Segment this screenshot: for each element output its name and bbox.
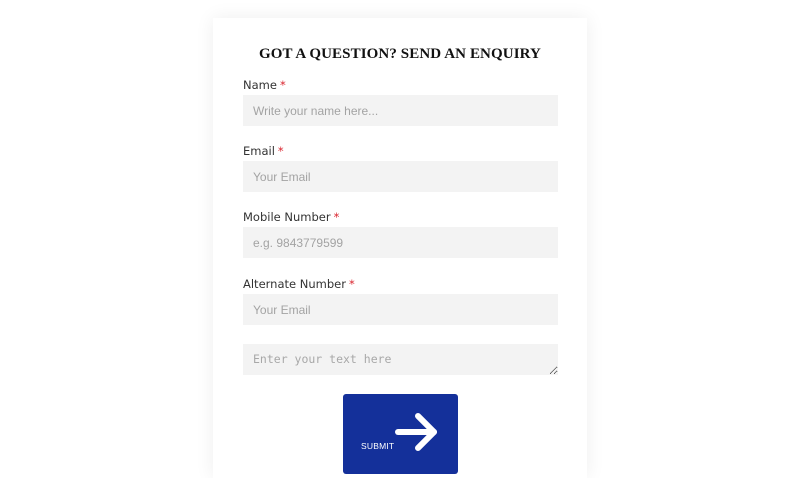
required-marker: *: [348, 277, 355, 291]
form-title: GOT A QUESTION? SEND AN ENQUIRY: [259, 46, 541, 62]
name-input[interactable]: [243, 95, 558, 126]
name-label: [243, 78, 286, 92]
required-marker: *: [279, 78, 286, 92]
alternate-number-label-text: Alternate Number: [243, 277, 346, 291]
mobile-number-label-text: Mobile Number: [243, 210, 331, 224]
message-textarea[interactable]: [243, 344, 558, 375]
mobile-number-input[interactable]: [243, 227, 558, 258]
alternate-number-input[interactable]: [243, 294, 558, 325]
required-marker: *: [277, 144, 284, 158]
enquiry-form-card: [213, 18, 587, 478]
mobile-number-label: [243, 210, 339, 224]
required-marker: *: [333, 210, 340, 224]
alternate-number-label: [243, 277, 355, 291]
email-label-text: Email: [243, 144, 275, 158]
email-input[interactable]: [243, 161, 558, 192]
submit-button[interactable]: [343, 394, 458, 474]
arrow-right-icon: [394, 411, 440, 453]
email-label: [243, 144, 284, 158]
submit-label: SUBMIT: [361, 441, 395, 451]
name-label-text: Name: [243, 78, 277, 92]
